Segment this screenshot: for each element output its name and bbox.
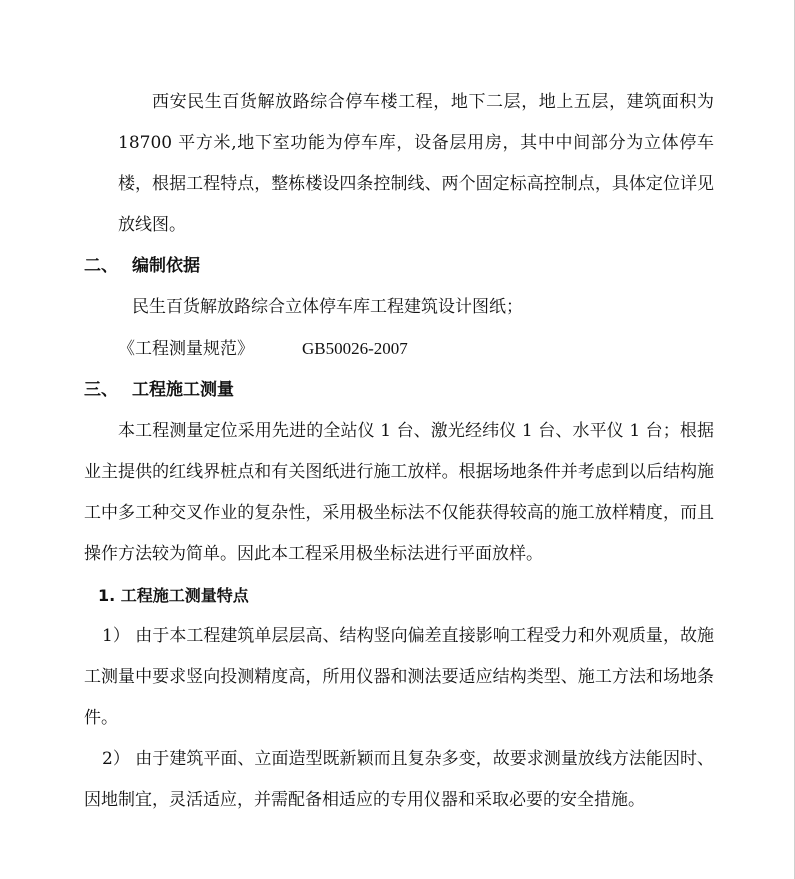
document-body xyxy=(84,82,714,821)
feature-item-2: 2） 由于建筑平面、立面造型既新颖而且复杂多变，故要求测量放线方法能因时、因地制宜，灵活适应，并需配备相适应的专用仪器和采取必要的安全措施。 xyxy=(84,749,714,810)
survey-method-paragraph: 本工程测量定位采用先进的全站仪 1 台、激光经纬仪 1 台、水平仪 1 台；根据业主提供的红线界桩点和有关图纸进行施工放样。根据场地条件并考虑到以后结构施工中多工种交叉作业的复杂性，采用极坐标法不仅能获得较高的施工放样精度，而且操作方法较为简单。因此本工程采用极坐标法进行平面放样。 xyxy=(84,421,714,564)
standard-name: 《工程测量规范》 xyxy=(118,339,254,359)
standard-code: GB50026-2007 xyxy=(302,339,408,358)
intro-block xyxy=(118,82,714,246)
section-number: 三、 xyxy=(84,380,118,400)
section-number: 二、 xyxy=(84,256,118,276)
section-title: 编制依据 xyxy=(132,256,200,276)
standard-reference-line xyxy=(84,328,714,370)
intro-paragraph: 西安民生百货解放路综合停车楼工程，地下二层，地上五层，建筑面积为 18700 平方米,地下室功能为停车库，设备层用房，其中中间部分为立体停车楼，根据工程特点，整栋楼设四条控制线、两个固定标高控制点，具体定位详见放线图。 xyxy=(118,92,714,235)
feature-item-1: 1） 由于本工程建筑单层层高、结构竖向偏差直接影响工程受力和外观质量，故施工测量中要求竖向投测精度高，所用仪器和测法要适应结构类型、施工方法和场地条件。 xyxy=(84,626,714,728)
section-heading-survey xyxy=(84,370,714,411)
design-drawings-line: 民生百货解放路综合立体停车库工程建筑设计图纸； xyxy=(132,297,523,317)
subsection-heading-features: 1. 工程施工测量特点 xyxy=(98,586,249,605)
section-title: 工程施工测量 xyxy=(132,380,234,400)
section-heading-basis xyxy=(84,246,714,287)
